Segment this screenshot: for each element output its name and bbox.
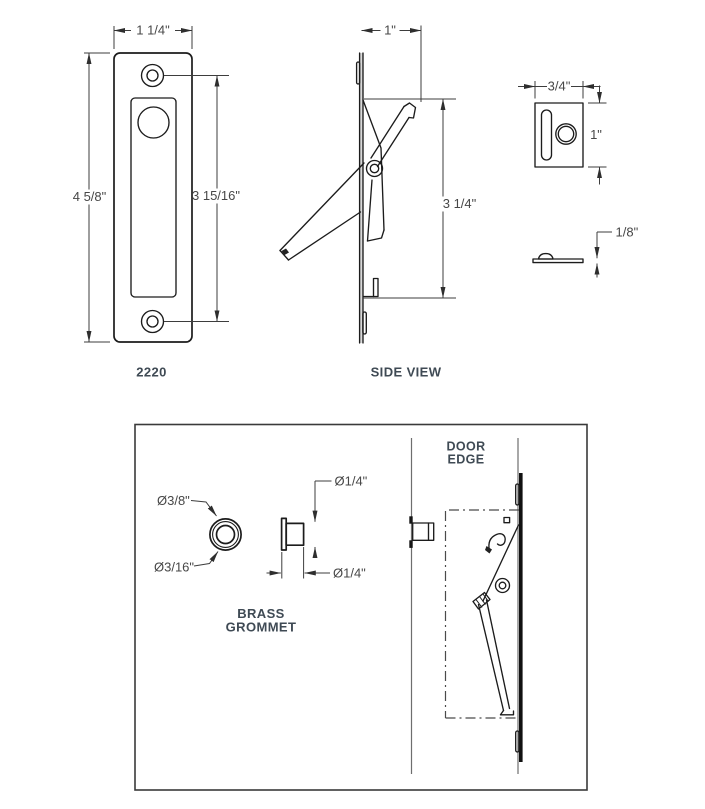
installed-pull <box>473 473 521 762</box>
outer-dia-leader <box>191 501 217 517</box>
bottom-screw-hole-outer <box>142 311 164 333</box>
bottom-screw-hole-inner <box>147 316 158 327</box>
front-width-dimension <box>114 23 192 50</box>
hook-tip <box>404 103 416 118</box>
hole-dia-leader <box>194 552 218 567</box>
mount-plate-hole-inner <box>558 126 573 141</box>
barrel-diameter-dimension <box>315 474 368 559</box>
front-height-label: 4 5/8" <box>72 189 107 204</box>
lever-arm <box>483 525 519 601</box>
front-width-label: 1 1/4" <box>136 22 170 38</box>
deployed-lever-blade <box>280 163 364 260</box>
side-view-title: SIDE VIEW <box>370 364 442 380</box>
thickness-view <box>533 225 639 278</box>
recessed-pocket <box>131 98 176 297</box>
hole-spacing-label: 3 15/16" <box>192 188 240 203</box>
mount-plate-slot <box>542 110 552 160</box>
body-height-label: 3 1/4" <box>442 196 477 211</box>
side-view <box>280 23 480 380</box>
front-view <box>70 23 240 380</box>
bottom-tab <box>363 312 366 334</box>
door-edge-label-line2: EDGE <box>447 452 485 467</box>
mortise-outline <box>446 510 520 718</box>
barrel-length-label: Ø1/4" <box>333 565 366 581</box>
installed-pivot-outer <box>496 579 510 593</box>
top-screw-hole-inner <box>147 70 158 81</box>
barrel-diameter-label: Ø1/4" <box>334 473 368 489</box>
profile-bump <box>539 254 554 259</box>
grommet-title-line1: BRASS <box>237 606 285 621</box>
mount-width-dimension <box>518 79 601 99</box>
mount-width-label: 3/4" <box>547 78 571 94</box>
model-number-label: 2220 <box>136 364 167 380</box>
lever-foot <box>501 711 514 715</box>
top-screw-hole-outer <box>142 65 164 87</box>
mount-plate-view <box>518 79 607 185</box>
top-tab <box>357 62 360 84</box>
thickness-label: 1/8" <box>615 224 639 240</box>
latch-hook <box>489 534 505 551</box>
grommet-outer-dia-label: Ø3/8" <box>157 493 190 508</box>
door-edge-label-line1: DOOR <box>446 439 486 454</box>
grommet-front-view <box>154 493 241 575</box>
grommet-barrel-profile <box>286 523 303 545</box>
grommet-hole-dia-label: Ø3/16" <box>154 559 195 575</box>
grommet-hole-circle <box>217 526 235 544</box>
pivot-pin-inner <box>370 164 378 172</box>
mount-height-dimension <box>588 86 607 185</box>
grommet-title-line2: GROMMET <box>225 619 297 635</box>
finger-cup-circle <box>138 107 169 138</box>
installed-grommet-section <box>409 516 433 548</box>
projection-label: 1" <box>384 22 396 38</box>
barrel-length-dimension <box>267 547 367 581</box>
pull-faceplate-outline <box>114 53 192 342</box>
grommet-flange-circle <box>210 519 241 550</box>
projection-dimension <box>362 23 422 103</box>
body-height-dimension <box>363 99 480 298</box>
mount-height-label: 1" <box>590 127 602 142</box>
mount-block <box>504 518 510 523</box>
pivot-pin-outer <box>367 161 383 177</box>
installed-pivot-inner <box>499 582 506 589</box>
installation-detail <box>135 425 587 791</box>
thickness-dimension <box>597 225 639 278</box>
grommet-side-view <box>267 474 368 581</box>
lever-mechanism <box>363 100 416 297</box>
front-height-dimension <box>70 53 110 342</box>
lower-catch <box>374 279 379 297</box>
